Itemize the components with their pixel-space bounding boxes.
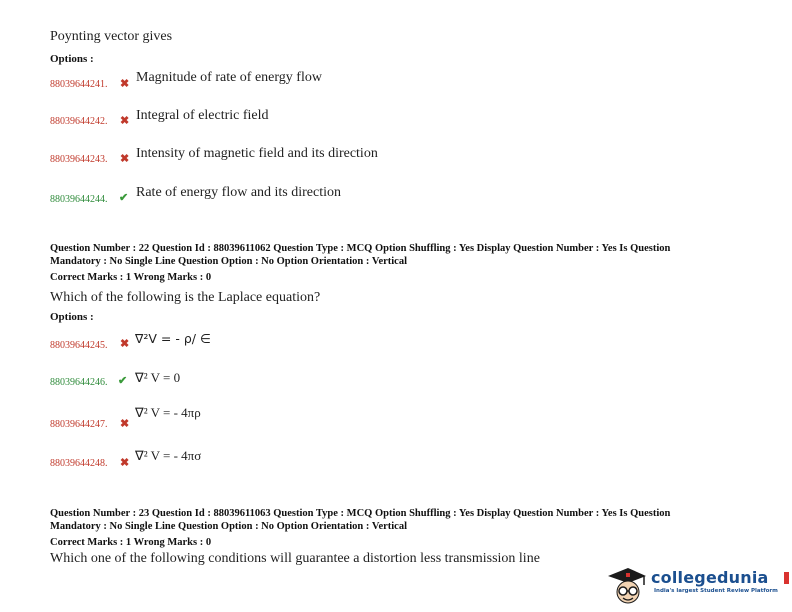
question-meta-line: Mandatory : No Single Line Question Option : No Option Orientation : Vertical [50, 256, 408, 267]
option-text: Rate of energy flow and its direction [136, 185, 342, 200]
wrong-mark-icon: ✖ [120, 152, 130, 165]
option-text: ∇² V = - 4πρ [135, 405, 201, 420]
option-id: 88039644243. [50, 154, 108, 165]
question-text: Which of the following is the Laplace equation? [50, 290, 321, 305]
logo-name: collegedunia [651, 568, 769, 587]
option-id: 88039644241. [50, 79, 108, 90]
wrong-mark-icon: ✖ [120, 337, 130, 350]
question-marks: Correct Marks : 1 Wrong Marks : 0 [50, 537, 212, 548]
mascot-icon [604, 563, 650, 607]
wrong-mark-icon: ✖ [120, 77, 130, 90]
option-id: 88039644245. [50, 340, 108, 351]
question-meta-line: Question Number : 22 Question Id : 88039611062 Question Type : MCQ Option Shuffling : Yes Display Question Number : Yes Is Question [50, 243, 671, 254]
question-meta-line: Mandatory : No Single Line Question Option : No Option Orientation : Vertical [50, 521, 408, 532]
question-text: Poynting vector gives [50, 29, 173, 44]
collegedunia-logo [604, 563, 790, 607]
option-id: 88039644242. [50, 116, 108, 127]
option-text: ∇² V = - 4πσ [135, 448, 202, 463]
option-text: ∇² V = 0 [135, 370, 181, 385]
wrong-mark-icon: ✖ [120, 417, 130, 430]
check-mark-icon: ✔ [118, 374, 128, 387]
options-label: Options : [50, 53, 94, 65]
question-meta [50, 507, 670, 533]
option-text: Intensity of magnetic field and its direction [136, 146, 378, 161]
logo-accent [784, 572, 789, 584]
logo-tagline: India's largest Student Review Platform [654, 588, 778, 594]
question-meta [50, 242, 670, 268]
options-label: Options : [50, 311, 94, 323]
option-id: 88039644247. [50, 419, 108, 430]
question-text: Which one of the following conditions will guarantee a distortion less transmission line [50, 551, 540, 566]
option-id: 88039644246. [50, 377, 108, 388]
question-marks: Correct Marks : 1 Wrong Marks : 0 [50, 272, 212, 283]
option-text: Magnitude of rate of energy flow [136, 70, 322, 85]
option-text: Integral of electric field [136, 108, 269, 123]
wrong-mark-icon: ✖ [120, 114, 130, 127]
option-id: 88039644248. [50, 458, 108, 469]
option-text: ∇²V = - ρ/ ∈ [135, 331, 211, 346]
wrong-mark-icon: ✖ [120, 456, 130, 469]
question-meta-line: Question Number : 23 Question Id : 88039611063 Question Type : MCQ Option Shuffling : Yes Display Question Number : Yes Is Question [50, 508, 671, 519]
option-id: 88039644244. [50, 194, 108, 205]
check-mark-icon: ✔ [119, 191, 129, 204]
